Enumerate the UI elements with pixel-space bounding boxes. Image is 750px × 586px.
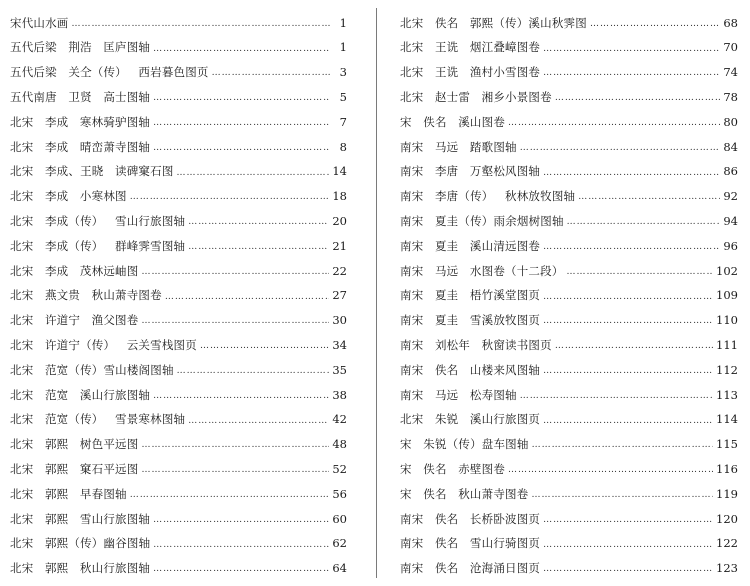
entry-title: 北宋 许道宁（传） 云关雪栈图页 [10,338,197,352]
page-number: 20 [332,214,347,229]
page-number: 74 [723,65,738,80]
entry-title: 南宋 马远 踏歌图轴 [400,139,517,154]
page-number: 122 [716,536,738,551]
toc-entry[interactable] [400,209,738,234]
entry-title: 南宋 刘松年 秋窗读书图页 [400,338,552,352]
toc-entry[interactable] [10,11,347,36]
page-number: 30 [332,313,347,328]
dot-leader [543,367,713,376]
page-number: 123 [716,561,738,576]
dot-leader [141,441,329,450]
page-number: 115 [716,437,738,452]
entry-title: 南宋 夏圭（传）雨余烟树图轴 [400,214,564,229]
toc-entry[interactable] [400,135,738,160]
page-number: 96 [723,238,738,253]
toc-entry[interactable] [400,110,738,135]
toc-entry[interactable] [400,532,738,557]
page-number: 56 [332,486,347,501]
entry-title: 南宋 佚名 长桥卧波图页 [400,511,541,526]
toc-entry[interactable] [10,457,347,482]
dot-leader [578,193,720,202]
toc-entry[interactable] [400,160,738,185]
entry-title: 南宋 夏圭 雪溪放牧图页 [400,313,541,328]
entry-title: 北宋 郭熙 树色平远图 [10,437,139,452]
page-number: 35 [332,362,347,377]
page-number: 18 [332,189,347,204]
page-number: 48 [332,437,347,452]
column-divider [376,8,377,578]
page-number: 60 [332,511,347,526]
toc-entry[interactable] [10,532,347,557]
toc-entry[interactable] [400,433,738,458]
page-number: 52 [332,461,347,476]
toc-entry[interactable] [400,333,738,358]
dot-leader [543,243,720,252]
dot-leader [508,119,720,128]
page-number: 7 [339,114,347,129]
dot-leader [212,69,330,78]
toc-entry[interactable] [400,61,738,86]
dot-leader [188,243,329,252]
entry-title: 北宋 郭熙 窠石平远图 [10,461,139,476]
page-number: 78 [723,90,738,105]
entry-title: 北宋 范宽（传） 雪景寒林图轴 [10,412,186,427]
dot-leader [555,342,713,351]
dot-leader [543,565,713,574]
page-number: 62 [332,536,347,551]
entry-title: 北宋 燕文贵 秋山萧寺图卷 [10,288,162,303]
entry-title: 北宋 范宽（传）雪山楼阁图轴 [10,362,174,377]
page-number: 80 [723,114,738,129]
entry-title: 南宋 马远 水图卷（十二段） [400,263,564,278]
dot-leader [130,193,330,202]
toc-entry[interactable] [400,457,738,482]
dot-leader [543,293,713,302]
dot-leader [555,94,721,103]
entry-title: 宋 佚名 溪山图卷 [400,114,506,129]
dot-leader [543,69,720,78]
page-number: 22 [332,263,347,278]
toc-entry[interactable] [10,358,347,383]
page-number: 1 [339,40,347,55]
toc-entry[interactable] [10,160,347,185]
toc-entry[interactable] [400,284,738,309]
toc-entry[interactable] [10,433,347,458]
entry-title: 南宋 夏圭 溪山清远图卷 [400,238,541,253]
dot-leader [188,417,329,426]
dot-leader [141,466,329,475]
toc-entry[interactable] [10,209,347,234]
page-number: 1 [339,15,347,30]
toc-entry[interactable] [10,383,347,408]
entry-title: 北宋 李成、王晓 读碑窠石图 [10,164,174,179]
page-number: 109 [716,288,738,303]
page-number: 116 [716,461,738,476]
page-number: 112 [716,362,738,377]
toc-entry[interactable] [10,85,347,110]
page-number: 119 [716,486,738,501]
toc-entry[interactable] [10,110,347,135]
page-number: 120 [716,511,738,526]
entry-title: 南宋 李唐（传） 秋林放牧图轴 [400,189,576,204]
dot-leader [543,169,720,178]
page-number: 92 [723,189,738,204]
dot-leader [153,119,330,128]
entry-title: 南宋 李唐 万壑松风图轴 [400,164,541,179]
page-number: 14 [332,164,347,179]
dot-leader [153,144,330,153]
toc-entry[interactable] [10,482,347,507]
toc-entry[interactable] [400,408,738,433]
dot-leader [200,342,329,351]
entry-title: 南宋 佚名 雪山行骑图页 [400,536,541,551]
entry-title: 北宋 佚名 郭熙（传）溪山秋霁图 [400,15,587,30]
toc-entry[interactable] [400,358,738,383]
dot-leader [153,516,329,525]
page-number: 94 [723,214,738,229]
page-number: 21 [332,238,347,253]
toc-entry[interactable] [400,507,738,532]
entry-title: 北宋 郭熙（传）幽谷图轴 [10,536,151,551]
dot-leader [177,169,330,178]
entry-title: 北宋 李成 寒林骑驴图轴 [10,114,151,129]
dot-leader [153,565,329,574]
entry-title: 北宋 郭熙 秋山行旅图轴 [10,561,151,576]
toc-entry[interactable] [400,185,738,210]
entry-title: 北宋 李成 茂林远岫图 [10,263,139,278]
toc-entry[interactable] [10,234,347,259]
toc-right-column [400,11,738,581]
toc-entry[interactable] [10,333,347,358]
entry-title: 北宋 王诜 渔村小雪图卷 [400,65,541,80]
page-number: 84 [723,139,738,154]
toc-entry[interactable] [400,234,738,259]
toc-entry[interactable] [400,309,738,334]
entry-title: 五代后梁 荆浩 匡庐图轴 [10,40,151,55]
entry-title: 五代南唐 卫贤 高士图轴 [10,90,151,105]
dot-leader [531,491,713,500]
page-number: 27 [332,288,347,303]
dot-leader [153,45,330,54]
dot-leader [543,516,713,525]
page-number: 102 [716,263,738,278]
toc-entry[interactable] [400,557,738,582]
dot-leader [188,218,329,227]
entry-title: 宋 佚名 秋山萧寺图卷 [400,486,529,501]
dot-leader [130,491,330,500]
toc-entry[interactable] [400,259,738,284]
dot-leader [72,20,331,29]
dot-leader [165,293,330,302]
entry-title: 宋代山水画 [10,15,69,30]
entry-title: 北宋 赵士雷 湘乡小景图卷 [400,90,552,105]
toc-entry[interactable] [400,383,738,408]
page-number: 113 [716,387,738,402]
dot-leader [567,218,721,227]
toc-entry[interactable] [10,36,347,61]
page-number: 34 [332,338,347,352]
dot-leader [153,541,329,550]
dot-leader [543,541,713,550]
toc-entry[interactable] [10,507,347,532]
entry-title: 南宋 马远 松寿图轴 [400,387,517,402]
page-number: 5 [339,90,347,105]
entry-title: 南宋 夏圭 梧竹溪堂图页 [400,288,541,303]
entry-title: 五代后梁 关仝（传） 西岩暮色图页 [10,65,209,80]
page-number: 8 [339,139,347,154]
dot-leader [141,317,329,326]
page-number: 70 [723,40,738,55]
dot-leader [567,268,714,277]
page-number: 86 [723,164,738,179]
entry-title: 北宋 李成（传） 雪山行旅图轴 [10,214,186,229]
toc-entry[interactable] [10,284,347,309]
dot-leader [543,45,720,54]
toc-entry[interactable] [10,61,347,86]
toc-entry[interactable] [400,36,738,61]
entry-title: 宋 佚名 赤壁图卷 [400,461,506,476]
toc-entry[interactable] [400,11,738,36]
page-number: 111 [716,338,738,352]
dot-leader [153,392,329,401]
toc-left-column [10,11,347,581]
dot-leader [543,317,713,326]
dot-leader [508,466,713,475]
dot-leader [177,367,330,376]
entry-title: 北宋 郭熙 早春图轴 [10,486,127,501]
dot-leader [520,144,721,153]
page-number: 68 [723,15,738,30]
page-number: 3 [339,65,347,80]
dot-leader [532,441,713,450]
entry-title: 北宋 李成 晴峦萧寺图轴 [10,139,151,154]
dot-leader [141,268,329,277]
toc-entry[interactable] [10,135,347,160]
dot-leader [153,94,330,103]
toc-entry[interactable] [10,557,347,582]
toc-entry[interactable] [10,185,347,210]
dot-leader [590,20,720,29]
toc-entry[interactable] [10,259,347,284]
entry-title: 南宋 佚名 山楼来风图轴 [400,362,541,377]
toc-entry[interactable] [400,482,738,507]
toc-entry[interactable] [10,408,347,433]
page-number: 64 [332,561,347,576]
page-number: 38 [332,387,347,402]
entry-title: 北宋 李成（传） 群峰霁雪图轴 [10,238,186,253]
entry-title: 北宋 范宽 溪山行旅图轴 [10,387,151,402]
toc-entry[interactable] [10,309,347,334]
page-number: 42 [332,412,347,427]
dot-leader [520,392,713,401]
page-number: 110 [716,313,738,328]
entry-title: 北宋 许道宁 渔父图卷 [10,313,139,328]
dot-leader [543,417,713,426]
page-number: 114 [716,412,738,427]
entry-title: 南宋 佚名 沧海涌日图页 [400,561,541,576]
entry-title: 北宋 朱锐 溪山行旅图页 [400,412,541,427]
toc-entry[interactable] [400,85,738,110]
entry-title: 北宋 李成 小寒林图 [10,189,127,204]
entry-title: 北宋 郭熙 雪山行旅图轴 [10,511,151,526]
entry-title: 宋 朱锐（传）盘车图轴 [400,437,529,452]
entry-title: 北宋 王诜 烟江叠嶂图卷 [400,40,541,55]
